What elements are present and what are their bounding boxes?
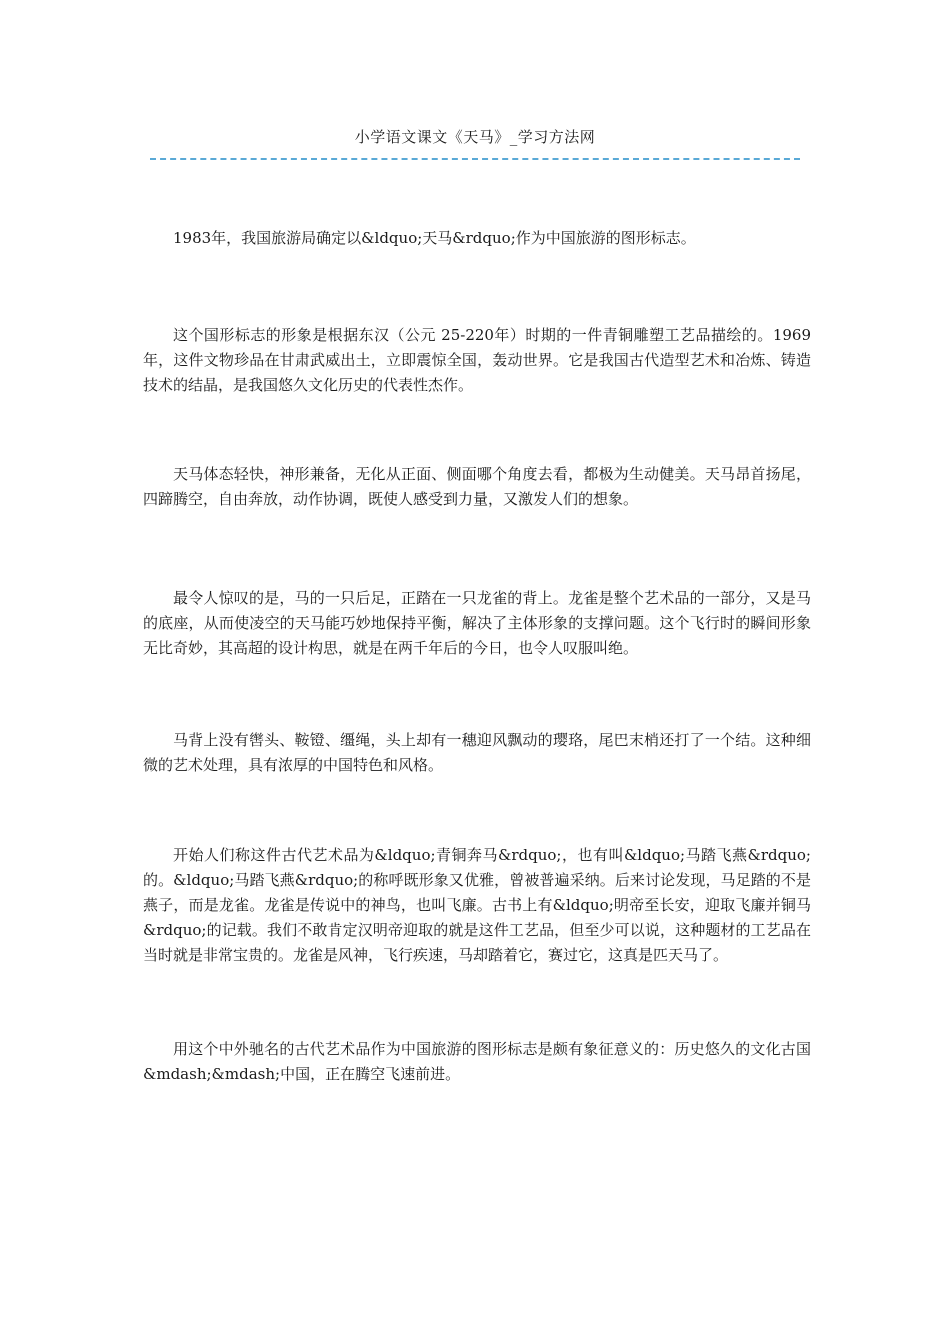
paragraph-7: 用这个中外驰名的古代艺术品作为中国旅游的图形标志是颇有象征意义的：历史悠久的文化古国&mdash;&mdash;中国，正在腾空飞速前进。 (143, 1040, 811, 1083)
paragraph-2: 这个国形标志的形象是根据东汉（公元 25-220年）时期的一件青铜雕塑工艺品描绘的。1969年，这件文物珍品在甘肃武威出土，立即震惊全国，轰动世界。它是我国古代造型艺术和冶炼、铸造技术的结晶，是我国悠久文化历史的代表性杰作。 (143, 326, 811, 394)
paragraph-3: 天马体态轻快，神形兼备，无化从正面、侧面哪个角度去看，都极为生动健美。天马昂首扬尾，四蹄腾空，自由奔放，动作协调，既使人感受到力量，又激发人们的想象。 (143, 465, 811, 508)
header-divider (150, 158, 800, 160)
document-body (143, 226, 811, 1087)
paragraph-6: 开始人们称这件古代艺术品为&ldquo;青铜奔马&rdquo;，也有叫&ldquo;马踏飞燕&rdquo;的。&ldquo;马踏飞燕&rdquo;的称呼既形象又优雅，曾被普遍采纳。后来讨论发现，马足踏的不是燕子，而是龙雀。龙雀是传说中的神鸟，也叫飞廉。古书上有&ldquo;明帝至长安，迎取飞廉并铜马&rdquo;的记载。我们不敢肯定汉明帝迎取的就是这件工艺品，但至少可以说，这种题材的工艺品在当时就是非常宝贵的。龙雀是风神，飞行疾速，马却踏着它，赛过它，这真是匹天马了。 (143, 846, 811, 964)
paragraph-4: 最令人惊叹的是，马的一只后足，正踏在一只龙雀的背上。龙雀是整个艺术品的一部分，又是马的底座，从而使凌空的天马能巧妙地保持平衡，解决了主体形象的支撑问题。这个飞行时的瞬间形象无比奇妙，其高超的设计构思，就是在两千年后的今日，也令人叹服叫绝。 (143, 589, 811, 657)
document-title: 小学语文课文《天马》_学习方法网 (354, 128, 596, 146)
paragraph-1: 1983年，我国旅游局确定以&ldquo;天马&rdquo;作为中国旅游的图形标志。 (173, 229, 696, 247)
paragraph-5: 马背上没有辔头、鞍镫、缰绳，头上却有一穗迎风飘动的璎珞，尾巴末梢还打了一个结。这种细微的艺术处理，具有浓厚的中国特色和风格。 (143, 731, 811, 774)
